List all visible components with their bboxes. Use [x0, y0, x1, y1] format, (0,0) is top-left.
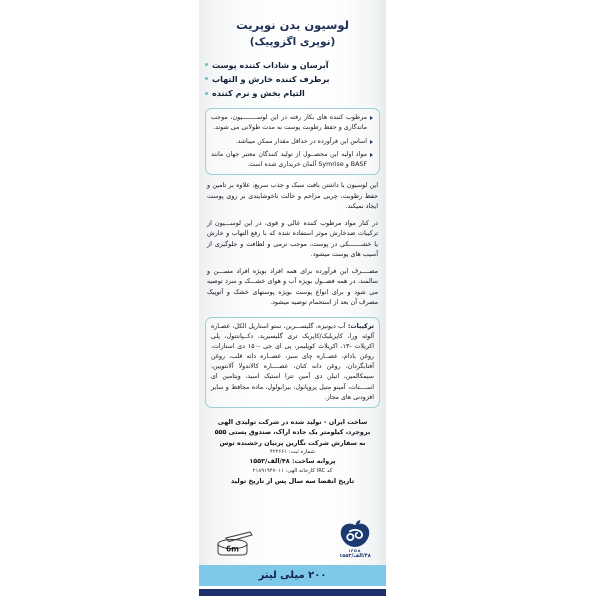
license-row [208, 456, 377, 466]
ingredients-value: آب دیونیزه، گلیســـرین، ستو استاریل الکل، عصـاره آلوئه ورا، کاپریلیک/کاپریک تری گلیسیرید، دکــپانتنول، پلی اکریلات -۱۳، اکریلات کوپلیمر، پی ای جی -۱۵۰ دی استارات، روغن بادام، عصــاره چای سبز، عصــاره دانه قلب، روغن آفتابگردان، روغن دانه کتان، عصــــاره کالاندولا آلانتویین، سیمکالمین، اتیلن دی آمین تترا استیک اسید، ویتامین ای اســــتات، آمینو متیل پروپانول، بیزابولول، ماده محافظ و سایر افزودنی های مجاز. [211, 322, 374, 401]
bullet-dot-icon [205, 92, 208, 95]
navy-footer-band [199, 589, 386, 596]
manufacturer-orderer: به سفارش شرکت نگارین پرنیان رخشنده توس [219, 438, 366, 447]
registration-row [208, 448, 377, 456]
highlight-text: مرطوب کننده های بکار رفته در این لوســــــــیون، موجب ماندگاری و حفظ رطوبت پوست به مدت طولانی می شوند. [211, 114, 367, 132]
claim-label: التیام بخش و نرم کننده [212, 88, 305, 99]
list-item [211, 137, 373, 147]
pao-text: 6m [225, 544, 240, 554]
ifda-apple-icon [338, 520, 372, 550]
description-paragraph: این لوسیون با داشتن بافت سبک و جذب سریع، علاوه بر تامین و حفظ رطوبت، چربی مزاحم و حالت ناخوشایندی بر روی پوست ایجاد نمیکند. [207, 182, 378, 211]
bottom-edge [199, 596, 386, 600]
volume-label: ۲۰۰ میلی لیتر [258, 570, 327, 581]
registration-value: ۴۲۲۶۶۱ [270, 448, 288, 455]
volume-band [199, 565, 386, 586]
list-item [211, 150, 373, 170]
manufacturer-block [205, 417, 380, 485]
license-value: ۴۸/الف/۱۵۵۳ [249, 457, 290, 466]
irc-label: کد IRC کارخانه الهی: [285, 467, 333, 474]
claim-label: آبرسان و شاداب کننده پوست [212, 59, 329, 70]
manufacturer-line: ساخت ایران - تولید شده در شرکت تولیدی الهی [217, 417, 368, 426]
product-carton [199, 0, 386, 600]
highlight-text: اساس این فرآورده در حداقل مقدار ممکن میباشد. [235, 137, 367, 145]
bullet-dot-icon [205, 77, 208, 80]
claim-label: برطرف کننده خارش و التهاب [212, 73, 330, 84]
ingredients-box [205, 317, 380, 408]
ifda-code: ۴۸/الف/۱۵۵۳ [339, 553, 371, 559]
triangle-bullet-icon [370, 116, 373, 120]
ingredients-label: ترکیبات: [347, 322, 374, 330]
highlights-box [205, 108, 380, 175]
list-item [205, 73, 376, 85]
triangle-bullet-icon [370, 153, 373, 157]
ifda-logo [338, 520, 372, 559]
ingredients-text [211, 322, 374, 403]
triangle-bullet-icon [370, 140, 373, 144]
irc-row [208, 467, 377, 475]
period-after-opening-icon [215, 529, 253, 559]
expiry-note: تاریخ انقضا سه سال پس از تاریخ تولید [230, 477, 355, 486]
carton-content [199, 0, 386, 565]
list-item [205, 59, 376, 71]
manufacturer-address: بروجرد، کیلومتر یک جاده اراک، صندوق پستی ۵۵۵ [214, 428, 371, 437]
description-paragraph: در کنار مواد مرطوب کننده عالی و قوی، در این لوســـیون از ترکیبات ضدخارش موثر استفاده شده که با رفع التهاب و خارش یا خشـــــــکی در پوست، موجب نرمی و لطافت و جلوگیری از آسیب های پوست میشود. [207, 219, 378, 259]
usage-paragraph: مصــــرف این فرآورده برای همه افراد بویژه افراد مســـن و سالمند، در همه فصــول بویژه آب و هوای خشـــک و سرد توصیه می شود و برای انواع پوست بویژه پوستهای خشک و آتوپیک مصرف آن بعد از استحمام توصیه میشود. [207, 267, 378, 307]
registration-label: شماره ثبت: [288, 448, 315, 455]
bullet-dot-icon [205, 63, 208, 66]
license-label: پروانه ساخت: [291, 457, 336, 466]
ifda-label: IFDA [349, 549, 361, 553]
page-title: لوسیون بدن نوپریت [236, 18, 349, 32]
list-item [211, 113, 373, 133]
irc-value: ۲۱۸۹۱۹۴۷۰۱۱ [252, 467, 284, 474]
list-item [205, 87, 376, 99]
claims-list [205, 59, 380, 101]
symbols-row [205, 520, 380, 565]
product-subtitle: (نوپری اگزوپیک) [249, 35, 336, 48]
product-title-block [205, 18, 380, 50]
highlight-text: مواد اولیه این محصــول از تولید کنندگان معتبر جهان مانند BASF و Symrise آلمان خریداری شده است. [211, 150, 367, 168]
